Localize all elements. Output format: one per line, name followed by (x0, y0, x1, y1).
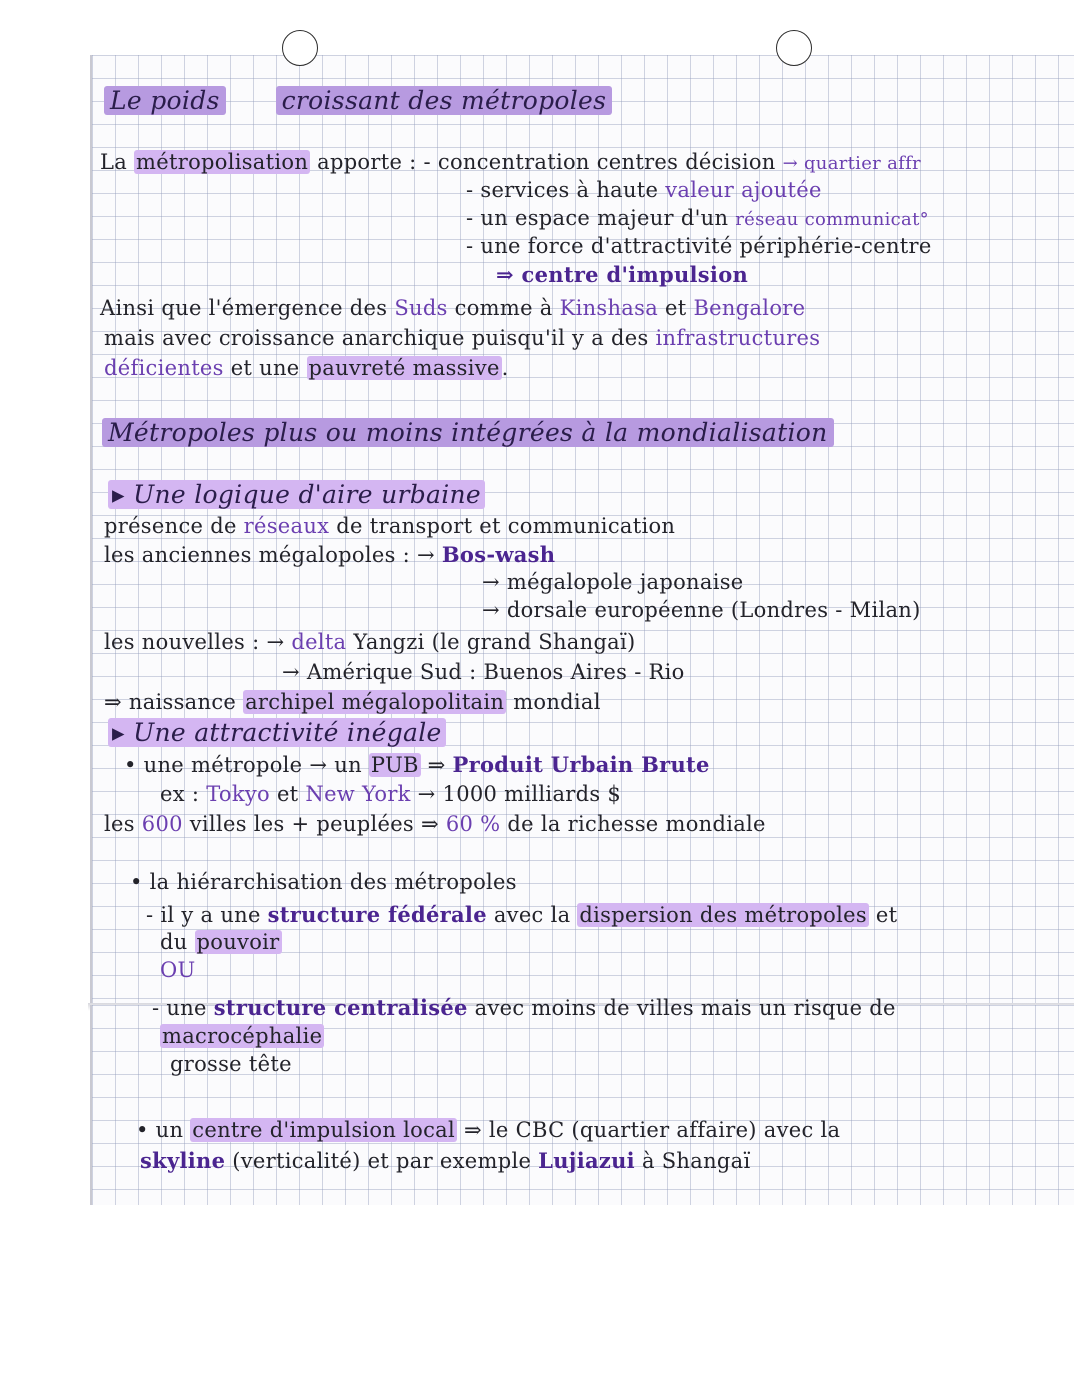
text-purple: Kinshasa (559, 296, 659, 320)
text: apporte : - concentration centres décision (310, 150, 783, 174)
bullet-services (466, 178, 822, 202)
text: avec moins de villes mais un risque de (467, 996, 896, 1020)
text: → Amérique Sud : Buenos Aires - Rio (282, 660, 685, 684)
text-purple: OU (160, 958, 196, 982)
text: comme à (447, 296, 560, 320)
text: • la hiérarchisation des métropoles (130, 870, 517, 894)
text: - une force d'attractivité périphérie-centre (466, 234, 932, 258)
line-amerique (282, 660, 685, 684)
text: - il y a une (146, 903, 268, 927)
line-federale (146, 902, 897, 927)
section-title-2 (102, 418, 834, 447)
annotation: → quartier affr (782, 153, 921, 174)
line-ou (160, 958, 196, 982)
result-line (496, 262, 748, 287)
subtitle-aire-urbaine (108, 480, 485, 509)
line-anciennes (104, 542, 555, 567)
text: Ainsi que l'émergence des (100, 296, 395, 320)
line-nouvelles (104, 630, 636, 654)
text: . (501, 356, 509, 380)
text: ex : (160, 782, 207, 806)
text: → mégalopole japonaise (482, 570, 744, 594)
text-bold: structure centralisée (213, 995, 468, 1020)
text: La (100, 150, 135, 174)
title-part-a: Le poids (104, 86, 226, 115)
text: et (658, 296, 694, 320)
text-purple: Bengalore (693, 296, 806, 320)
punch-hole-right (776, 30, 812, 66)
text-purple: delta (291, 630, 347, 654)
text: • un (136, 1118, 191, 1142)
text: du (160, 930, 195, 954)
text: présence de (104, 514, 244, 538)
highlight: dispersion des métropoles (579, 903, 867, 927)
line-skyline (140, 1148, 750, 1173)
text-purple: déficientes (104, 356, 224, 380)
text: - un espace majeur d'un (466, 206, 736, 230)
title-part-b: croissant des métropoles (276, 86, 613, 115)
line-centre-local (136, 1118, 840, 1142)
text: et (269, 782, 306, 806)
text-bold: Bos-wash (441, 542, 556, 567)
para-line-3 (104, 356, 509, 380)
line-pouvoir (160, 930, 282, 954)
text: (verticalité) et par exemple (225, 1149, 539, 1173)
line-pub (124, 752, 710, 777)
text: et (868, 903, 898, 927)
text-purple: valeur ajoutée (665, 178, 822, 202)
section-title-1 (104, 86, 612, 115)
highlight: pouvoir (196, 930, 280, 954)
title: Métropoles plus ou moins intégrées à la mondialisation (102, 418, 834, 447)
subtitle: ▸ Une logique d'aire urbaine (108, 480, 485, 509)
text-purple: New York (305, 782, 411, 806)
text: → 1000 milliards $ (410, 782, 622, 806)
text: de transport et communication (329, 514, 676, 538)
text: et une (223, 356, 307, 380)
text-bold: ⇒ centre d'impulsion (496, 262, 749, 287)
text: à Shangaï (634, 1149, 751, 1173)
line-reseaux (104, 514, 675, 538)
line-dorsale (482, 598, 921, 622)
highlight: centre d'impulsion local (192, 1118, 456, 1142)
text: les nouvelles : → (104, 630, 292, 654)
line-grosse-tete (170, 1052, 292, 1076)
text: - services à haute (466, 178, 666, 202)
text-bold: skyline (140, 1148, 226, 1173)
text: Yangzi (le grand Shangaï) (346, 630, 636, 654)
highlight: PUB (370, 753, 419, 777)
subtitle: ▸ Une attractivité inégale (108, 718, 446, 747)
line-centralisee (152, 995, 896, 1020)
text: grosse tête (170, 1052, 292, 1076)
text-bold: Lujiazui (538, 1148, 635, 1173)
text: villes les + peuplées ⇒ (182, 812, 446, 836)
subtitle-attractivite (108, 718, 446, 747)
text: ⇒ le CBC (quartier affaire) avec la (457, 1118, 841, 1142)
punch-hole-left (282, 30, 318, 66)
text-purple: réseaux (243, 514, 330, 538)
para-line-1 (100, 296, 805, 320)
text: les (104, 812, 142, 836)
text: ⇒ (420, 753, 453, 777)
line-600-villes (104, 812, 766, 836)
bullet-espace (466, 206, 929, 230)
text: mais avec croissance anarchique puisqu'il y a des (104, 326, 656, 350)
text: ⇒ naissance (104, 690, 244, 714)
text-purple: Tokyo (206, 782, 270, 806)
text: - une (152, 996, 214, 1020)
text-purple: Suds (394, 296, 448, 320)
highlight: macrocéphalie (162, 1024, 323, 1048)
line-hierarchisation (130, 870, 517, 894)
text: avec la (486, 903, 578, 927)
text-bold: structure fédérale (267, 902, 487, 927)
highlight-metropolisation: métropolisation (136, 150, 309, 174)
text: les anciennes mégalopoles : → (104, 543, 442, 567)
intro-line (100, 150, 921, 174)
text: • une métropole → un (124, 753, 369, 777)
highlight: pauvreté massive (308, 356, 500, 380)
line-macrocephalie (160, 1024, 324, 1048)
para-line-2 (104, 326, 820, 350)
text-bold: Produit Urbain Brute (452, 752, 710, 777)
text: → dorsale européenne (Londres - Milan) (482, 598, 921, 622)
highlight: archipel mégalopolitain (245, 690, 505, 714)
text-purple: infrastructures (655, 326, 821, 350)
text: de la richesse mondiale (500, 812, 766, 836)
text-purple: 600 (141, 812, 183, 836)
line-naissance (104, 690, 601, 714)
line-exemple (160, 782, 621, 806)
text-purple: réseau communicat° (735, 209, 929, 230)
line-japonaise (482, 570, 744, 594)
bullet-force (466, 234, 932, 258)
text-purple: 60 % (445, 812, 501, 836)
text: mondial (506, 690, 601, 714)
